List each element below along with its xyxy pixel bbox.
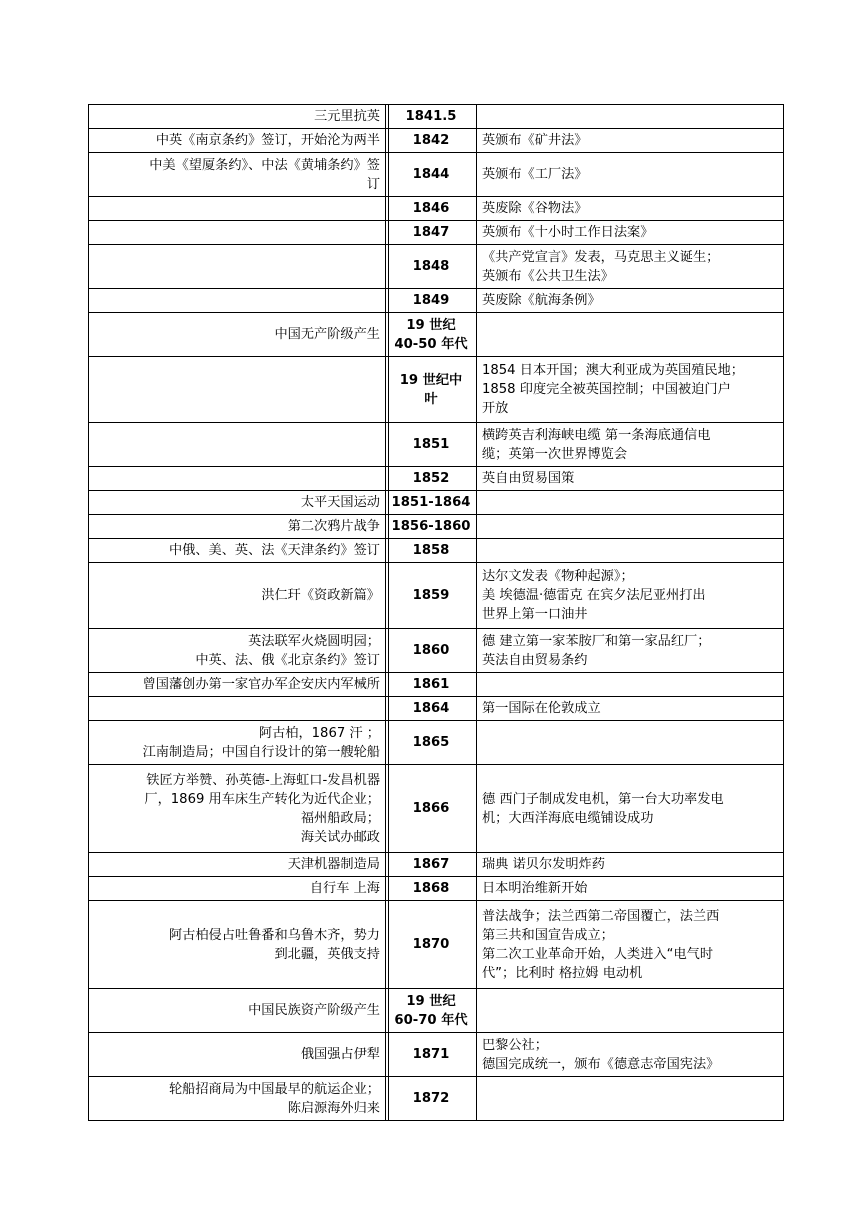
china-events-cell-line: 铁匠方举赞、孙英德-上海虹口-发昌机器 [146, 772, 380, 788]
world-events-cell [477, 467, 784, 491]
china-events-cell-line: 厂，1869 用车床生产转化为近代企业； [144, 791, 380, 807]
world-events-cell-line: 美 埃德温·德雷克 在宾夕法尼亚州打出 [482, 588, 706, 603]
world-events-cell-line: 第二次工业革命开始，人类进入“电气时 [482, 946, 714, 962]
china-events-cell-line: 三元里抗英 [314, 109, 380, 124]
china-events-cell [89, 491, 386, 515]
world-events-cell-line: 德 建立第一家苯胺厂和第一家品红厂； [482, 633, 711, 649]
china-events-cell-line: 俄国强占伊犁 [300, 1047, 380, 1062]
year-cell [386, 721, 477, 765]
year-cell-line: 1841.5 [405, 109, 457, 124]
china-events-cell-line: 江南制造局；中国自行设计的第一艘轮船 [142, 744, 380, 760]
world-events-cell-line: 德 西门子制成发电机，第一台大功率发电 [482, 791, 724, 807]
world-events-cell [477, 989, 784, 1033]
timeline-table-body [89, 105, 784, 1121]
world-events-cell-line: 英废除《谷物法》 [482, 201, 588, 216]
china-events-cell [89, 563, 386, 629]
year-cell-line: 叶 [424, 391, 438, 407]
year-cell [386, 765, 477, 853]
china-events-cell [89, 153, 386, 197]
china-events-cell-line: 英法联军火烧圆明园； [248, 633, 380, 649]
table-row [89, 153, 784, 197]
china-events-cell-line: 中俄、美、英、法《天津条约》签订 [169, 543, 380, 558]
china-events-cell [89, 1033, 386, 1077]
year-cell-line: 19 世纪 [406, 993, 456, 1009]
china-events-cell-line: 中国民族资产阶级产生 [248, 1003, 380, 1018]
year-cell [386, 515, 477, 539]
table-row [89, 721, 784, 765]
world-events-cell [477, 901, 784, 989]
year-cell-line: 1864 [412, 701, 450, 716]
world-events-cell [477, 221, 784, 245]
world-events-cell [477, 197, 784, 221]
china-events-cell [89, 901, 386, 989]
world-events-cell [477, 673, 784, 697]
year-cell [386, 153, 477, 197]
world-events-cell [477, 129, 784, 153]
china-events-cell [89, 629, 386, 673]
table-row [89, 765, 784, 853]
china-events-cell [89, 515, 386, 539]
year-cell [386, 129, 477, 153]
world-events-cell [477, 423, 784, 467]
table-row [89, 221, 784, 245]
table-row [89, 563, 784, 629]
year-cell [386, 853, 477, 877]
world-events-cell-line: 1854 日本开国；澳大利亚成为英国殖民地； [482, 363, 744, 378]
china-events-cell-line: 订 [366, 176, 380, 192]
world-events-cell [477, 245, 784, 289]
china-events-cell [89, 245, 386, 289]
table-row [89, 129, 784, 153]
table-row [89, 853, 784, 877]
year-cell [386, 467, 477, 491]
world-events-cell [477, 289, 784, 313]
table-row [89, 357, 784, 423]
year-cell [386, 221, 477, 245]
year-cell [386, 673, 477, 697]
world-events-cell [477, 721, 784, 765]
china-events-cell-line: 到北疆，英俄支持 [274, 946, 380, 962]
table-row [89, 629, 784, 673]
year-cell-line: 1868 [412, 881, 450, 896]
china-events-cell-line: 天津机器制造局 [287, 857, 380, 872]
world-events-cell-line: 达尔文发表《物种起源》； [482, 569, 634, 584]
table-row [89, 289, 784, 313]
year-cell-line: 1847 [412, 225, 450, 240]
year-cell [386, 357, 477, 423]
china-events-cell [89, 289, 386, 313]
table-row [89, 313, 784, 357]
table-row [89, 423, 784, 467]
world-events-cell [477, 853, 784, 877]
world-events-cell-line: 英颁布《公共卫生法》 [482, 268, 614, 284]
china-events-cell [89, 357, 386, 423]
table-row [89, 515, 784, 539]
year-cell-line: 19 世纪中 [399, 372, 463, 388]
china-events-cell [89, 105, 386, 129]
year-cell-line: 1866 [412, 801, 450, 816]
year-cell [386, 877, 477, 901]
china-events-cell [89, 539, 386, 563]
year-cell-line: 1846 [412, 201, 450, 216]
year-cell-line: 1844 [412, 167, 450, 182]
year-cell-line: 1865 [412, 735, 450, 750]
world-events-cell [477, 1077, 784, 1121]
table-row [89, 197, 784, 221]
year-cell [386, 105, 477, 129]
timeline-document [88, 104, 772, 1121]
china-events-cell-line: 中英《南京条约》签订，开始沦为两半 [155, 133, 380, 148]
year-cell-line: 1852 [412, 471, 450, 486]
year-cell-line: 1856-1860 [391, 519, 471, 534]
year-cell-line: 19 世纪 [406, 317, 456, 333]
year-cell-line: 1859 [412, 588, 450, 603]
world-events-cell-line: 《共产党宣言》发表，马克思主义诞生； [482, 249, 720, 265]
world-events-cell [477, 357, 784, 423]
world-events-cell [477, 563, 784, 629]
year-cell-line: 1842 [412, 133, 450, 148]
world-events-cell-line: 第一国际在伦敦成立 [482, 701, 601, 716]
world-events-cell [477, 697, 784, 721]
table-row [89, 877, 784, 901]
table-row [89, 989, 784, 1033]
world-events-cell-line: 英颁布《工厂法》 [482, 167, 588, 182]
year-cell-line: 1861 [412, 677, 450, 692]
china-events-cell [89, 673, 386, 697]
china-events-cell [89, 221, 386, 245]
china-events-cell [89, 877, 386, 901]
year-cell-line: 60-70 年代 [394, 1012, 468, 1028]
china-events-cell [89, 721, 386, 765]
world-events-cell [477, 313, 784, 357]
china-events-cell-line: 曾国藩创办第一家官办军企安庆内军械所 [142, 677, 380, 692]
year-cell-line: 1849 [412, 293, 450, 308]
year-cell [386, 629, 477, 673]
table-row [89, 491, 784, 515]
china-events-cell-line: 太平天国运动 [300, 495, 380, 510]
china-events-cell [89, 129, 386, 153]
year-cell-line: 1860 [412, 643, 450, 658]
world-events-cell-line: 世界上第一口油井 [482, 607, 588, 622]
world-events-cell-line: 机；大西洋海底电缆铺设成功 [482, 810, 654, 826]
china-events-cell-line: 轮船招商局为中国最早的航运企业； [169, 1081, 380, 1097]
year-cell-line: 1872 [412, 1091, 450, 1106]
year-cell-line: 1871 [412, 1047, 450, 1062]
china-events-cell-line: 福州船政局； [300, 810, 380, 826]
year-cell [386, 563, 477, 629]
world-events-cell-line: 第三共和国宣告成立； [482, 927, 614, 943]
year-cell [386, 289, 477, 313]
china-events-cell-line: 中英、法、俄《北京条约》签订 [195, 652, 380, 668]
world-events-cell-line: 英颁布《矿井法》 [482, 133, 588, 148]
china-events-cell-line: 阿古柏，1867 汗 ； [258, 725, 380, 741]
china-events-cell [89, 697, 386, 721]
world-events-cell-line: 英自由贸易国策 [482, 471, 575, 486]
year-cell [386, 245, 477, 289]
table-row [89, 245, 784, 289]
world-events-cell-line: 1858 印度完全被英国控制；中国被迫门户 [482, 382, 731, 397]
timeline-table [88, 104, 784, 1121]
world-events-cell [477, 765, 784, 853]
china-events-cell [89, 1077, 386, 1121]
year-cell-line: 1870 [412, 937, 450, 952]
world-events-cell [477, 491, 784, 515]
year-cell [386, 491, 477, 515]
world-events-cell-line: 英颁布《十小时工作日法案》 [482, 225, 654, 240]
table-row [89, 105, 784, 129]
table-row [89, 467, 784, 491]
china-events-cell [89, 467, 386, 491]
world-events-cell-line: 普法战争；法兰西第二帝国覆亡，法兰西 [482, 908, 720, 924]
china-events-cell [89, 313, 386, 357]
year-cell [386, 197, 477, 221]
year-cell-line: 1867 [412, 857, 450, 872]
world-events-cell [477, 1033, 784, 1077]
year-cell [386, 697, 477, 721]
table-row [89, 1077, 784, 1121]
china-events-cell-line: 海关试办邮政 [300, 829, 380, 845]
year-cell [386, 539, 477, 563]
table-row [89, 673, 784, 697]
world-events-cell-line: 英法自由贸易条约 [482, 652, 588, 668]
table-row [89, 697, 784, 721]
world-events-cell-line: 缆；英第一次世界博览会 [482, 446, 628, 462]
year-cell-line: 1858 [412, 543, 450, 558]
year-cell-line: 1851-1864 [391, 495, 471, 510]
world-events-cell-line: 巴黎公社； [482, 1037, 548, 1053]
china-events-cell-line: 陈启源海外归来 [287, 1100, 380, 1116]
year-cell-line: 1851 [412, 437, 450, 452]
world-events-cell [477, 153, 784, 197]
china-events-cell-line: 阿古柏侵占吐鲁番和乌鲁木齐，势力 [169, 927, 380, 943]
world-events-cell [477, 105, 784, 129]
world-events-cell [477, 877, 784, 901]
table-row [89, 539, 784, 563]
year-cell [386, 1077, 477, 1121]
china-events-cell-line: 洪仁玕《资政新篇》 [261, 588, 380, 603]
year-cell-line: 1848 [412, 259, 450, 274]
world-events-cell-line: 英废除《航海条例》 [482, 293, 601, 308]
china-events-cell [89, 765, 386, 853]
china-events-cell-line: 自行车 上海 [309, 881, 380, 896]
world-events-cell-line: 德国完成统一，颁布《德意志帝国宪法》 [482, 1056, 720, 1072]
year-cell [386, 423, 477, 467]
world-events-cell [477, 515, 784, 539]
world-events-cell-line: 开放 [482, 401, 509, 416]
year-cell [386, 1033, 477, 1077]
world-events-cell [477, 629, 784, 673]
china-events-cell [89, 989, 386, 1033]
world-events-cell-line: 横跨英吉利海峡电缆 第一条海底通信电 [482, 427, 711, 443]
world-events-cell-line: 日本明治维新开始 [482, 881, 588, 896]
china-events-cell [89, 853, 386, 877]
china-events-cell-line: 中美《望厦条约》、中法《黄埔条约》签 [149, 157, 380, 173]
table-row [89, 901, 784, 989]
year-cell [386, 989, 477, 1033]
china-events-cell [89, 197, 386, 221]
china-events-cell-line: 第二次鸦片战争 [287, 519, 380, 534]
table-row [89, 1033, 784, 1077]
world-events-cell-line: 代”；比利时 格拉姆 电动机 [482, 965, 643, 981]
world-events-cell [477, 539, 784, 563]
china-events-cell [89, 423, 386, 467]
year-cell [386, 901, 477, 989]
china-events-cell-line: 中国无产阶级产生 [274, 327, 380, 342]
world-events-cell-line: 瑞典 诺贝尔发明炸药 [482, 857, 605, 872]
year-cell-line: 40-50 年代 [394, 336, 468, 352]
year-cell [386, 313, 477, 357]
